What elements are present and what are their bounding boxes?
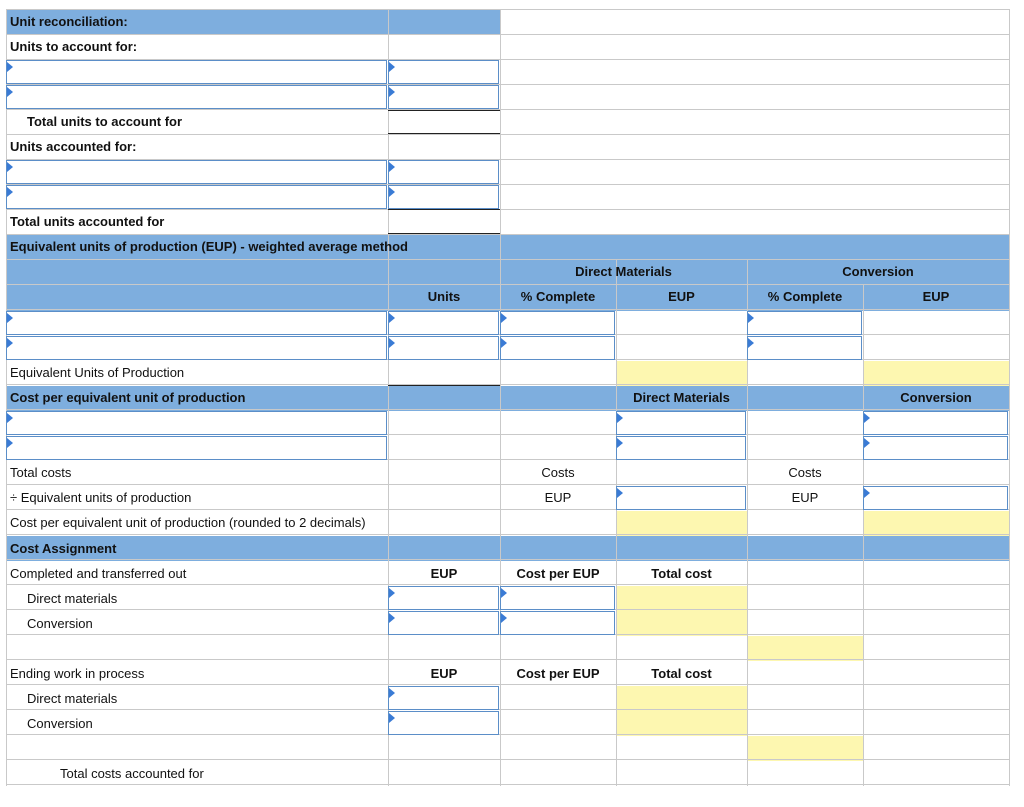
eup-row2-units-input[interactable] [388,336,499,360]
dropdown-marker-icon [7,62,13,72]
wip-conversion-label: Conversion [27,716,93,731]
completed-eup-header: EUP [430,566,458,581]
total-units-accounted-for-label: Total units accounted for [10,214,165,229]
total-to-account-underline-top [388,110,500,111]
completed-total-cost-header: Total cost [651,566,712,581]
cpe-row1-dm-input[interactable] [616,411,746,435]
grid-line [6,209,1009,210]
unit-reconciliation-title: Unit reconciliation: [10,14,128,29]
dropdown-marker-icon [748,338,754,348]
dropdown-marker-icon [748,313,754,323]
ud-row2-units-input[interactable] [388,185,499,209]
grid-line [616,260,617,786]
header-band-cost-assignment [6,536,1009,561]
equivalent-units-of-production-label: Equivalent Units of Production [10,365,185,380]
ud-row2-label-input[interactable] [6,185,387,209]
total-accounted-underline-bottom [388,233,500,234]
grid-line [6,309,1009,310]
divide-eup-label: ÷ Equivalent units of production [10,490,192,505]
grand-total-cell [747,736,863,761]
eup-dm-total-cell [616,361,747,386]
grid-line [6,259,1009,260]
eup-direct-materials-header: Direct Materials [575,264,672,279]
eup-dm-eup-header: EUP [668,289,695,304]
eup-conv-total-cell [863,361,1009,386]
grid-line [6,284,1009,285]
dropdown-marker-icon [7,313,13,323]
cpe-eup-conv-input[interactable] [863,486,1008,510]
completed-cost-per-eup-header: Cost per EUP [516,566,600,581]
total-accounted-underline-top [388,209,500,210]
dropdown-marker-icon [389,62,395,72]
grid-line [863,285,864,786]
eup-row1-dm-pct-input[interactable] [500,311,615,335]
dropdown-marker-icon [389,613,395,623]
eup-row1-label-input[interactable] [6,311,387,335]
ua-row2-label-input[interactable] [6,85,387,109]
dropdown-marker-icon [501,613,507,623]
dropdown-marker-icon [501,338,507,348]
cpe-conversion-header: Conversion [900,390,972,405]
grid-line [6,534,1009,535]
cpe-row1-conv-input[interactable] [863,411,1008,435]
total-costs-accounted-for-label: Total costs accounted for [60,766,204,781]
grid-line [6,9,7,786]
dropdown-marker-icon [389,588,395,598]
eup-units-header: Units [427,289,461,304]
eup-row1-units-input[interactable] [388,311,499,335]
grid-line [6,34,1009,35]
grid-line [6,559,1009,560]
grid-line [6,709,1009,710]
dropdown-marker-icon [864,413,870,423]
wip-eup-header: EUP [430,666,458,681]
dropdown-marker-icon [501,313,507,323]
cpe-conv-result-cell [863,511,1009,536]
grid-line [6,409,1009,410]
dropdown-marker-icon [7,87,13,97]
grid-line [6,784,1009,785]
eup-title: Equivalent units of production (EUP) - weighted average method [10,239,408,254]
dropdown-marker-icon [617,413,623,423]
cpe-conv-costs-label: Costs [788,465,822,480]
ud-row1-units-input[interactable] [388,160,499,184]
cpe-dm-eup-label: EUP [544,490,572,505]
completed-conv-total-cost-cell [616,611,747,636]
cost-per-eup-result-label: Cost per equivalent unit of production (rounded to 2 decimals) [10,515,366,530]
dropdown-marker-icon [617,488,623,498]
dropdown-marker-icon [389,338,395,348]
wip-dm-eup-input[interactable] [388,686,499,710]
dropdown-marker-icon [7,438,13,448]
grid-line [6,659,1009,660]
ua-row2-units-input[interactable] [388,85,499,109]
wip-dm-total-cost-cell [616,686,747,711]
completed-dm-cost-per-eup-input[interactable] [500,586,615,610]
eup-conv-eup-header: EUP [922,289,950,304]
cost-assignment-title: Cost Assignment [10,541,117,556]
eup-row2-dm-pct-input[interactable] [500,336,615,360]
grid-line [6,9,1009,10]
dropdown-marker-icon [389,688,395,698]
completed-transferred-out-label: Completed and transferred out [10,566,187,581]
completed-dm-eup-input[interactable] [388,586,499,610]
eup-conversion-header: Conversion [842,264,914,279]
total-units-to-account-for-label: Total units to account for [27,114,183,129]
eup-total-units-underline [388,385,500,386]
grid-line [6,234,1009,235]
grid-line [6,584,1009,585]
dropdown-marker-icon [389,713,395,723]
completed-conversion-label: Conversion [27,616,93,631]
dropdown-marker-icon [389,87,395,97]
ua-row1-units-input[interactable] [388,60,499,84]
completed-conv-eup-input[interactable] [388,611,499,635]
dropdown-marker-icon [501,588,507,598]
cpe-row2-label-input[interactable] [6,436,387,460]
eup-dm-pct-complete-header: % Complete [520,289,596,304]
dropdown-marker-icon [864,438,870,448]
dropdown-marker-icon [617,438,623,448]
cpe-row2-conv-input[interactable] [863,436,1008,460]
cpe-direct-materials-header: Direct Materials [633,390,730,405]
cpe-dm-result-cell [616,511,747,536]
total-to-account-underline-bottom [388,133,500,134]
dropdown-marker-icon [389,187,395,197]
grid-line [6,734,1009,735]
grid-line [6,384,1009,385]
completed-total-cell [747,636,863,661]
dropdown-marker-icon [7,162,13,172]
dropdown-marker-icon [7,413,13,423]
cpe-row2-dm-input[interactable] [616,436,746,460]
completed-direct-materials-label: Direct materials [27,591,118,606]
grid-line [6,484,1009,485]
grid-line [1009,9,1010,786]
wip-direct-materials-label: Direct materials [27,691,118,706]
wip-conv-eup-input[interactable] [388,711,499,735]
eup-row2-label-input[interactable] [6,336,387,360]
grid-line [6,109,1009,110]
grid-line [6,684,1009,685]
cpe-row1-label-input[interactable] [6,411,387,435]
ud-row1-label-input[interactable] [6,160,387,184]
ending-wip-label: Ending work in process [10,666,145,681]
units-to-account-for-label: Units to account for: [10,39,138,54]
cpe-dm-costs-label: Costs [541,465,575,480]
dropdown-marker-icon [389,313,395,323]
units-accounted-for-label: Units accounted for: [10,139,137,154]
dropdown-marker-icon [864,488,870,498]
eup-row1-conv-pct-input[interactable] [747,311,862,335]
ua-row1-label-input[interactable] [6,60,387,84]
total-costs-label: Total costs [10,465,72,480]
cost-per-eup-title: Cost per equivalent unit of production [10,390,246,405]
dropdown-marker-icon [389,162,395,172]
eup-conv-pct-complete-header: % Complete [767,289,843,304]
completed-dm-total-cost-cell [616,586,747,611]
dropdown-marker-icon [7,338,13,348]
grid-line [6,134,1009,135]
wip-conv-total-cost-cell [616,711,747,736]
cpe-conv-eup-label: EUP [791,490,819,505]
grid-line [6,509,1009,510]
wip-cost-per-eup-header: Cost per EUP [516,666,600,681]
cpe-eup-dm-input[interactable] [616,486,746,510]
eup-row2-conv-pct-input[interactable] [747,336,862,360]
dropdown-marker-icon [7,187,13,197]
completed-conv-cost-per-eup-input[interactable] [500,611,615,635]
wip-total-cost-header: Total cost [651,666,712,681]
grid-line [6,759,1009,760]
